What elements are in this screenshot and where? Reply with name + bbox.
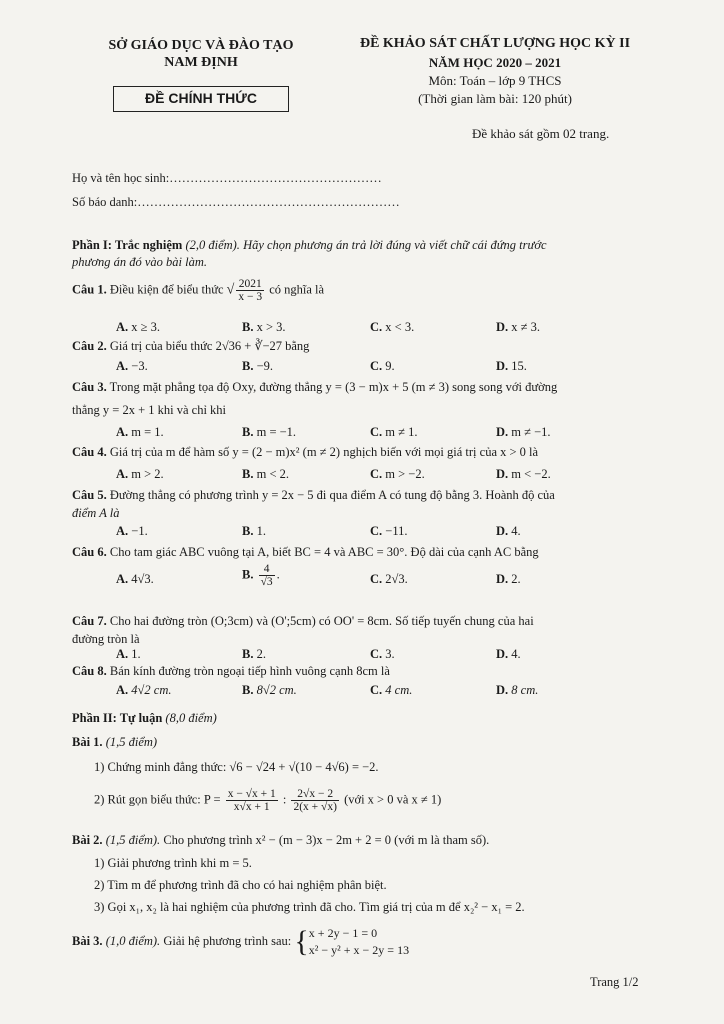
problem-1-item-1: [94, 760, 379, 775]
option-text: x < 3.: [385, 320, 415, 334]
option-text: x ≠ 3.: [511, 320, 541, 334]
question-text: Giá trị của m để hàm số y = (2 − m)x² (m ≠ 2) nghịch biến với mọi giá trị của x > 0 là: [109, 445, 539, 459]
question-label: Câu 1.: [72, 282, 107, 297]
part1-instruction-cont: phương án đó vào bài làm.: [72, 255, 208, 269]
option-text: −3.: [131, 359, 148, 373]
question-text-after: có nghĩa là: [269, 282, 325, 297]
option-letter: B.: [242, 320, 254, 334]
option-b: [242, 425, 296, 440]
part1-title: Phần I: Trắc nghiệm: [72, 238, 183, 252]
question-3: [72, 380, 557, 395]
condition: (với x > 0 và x ≠ 1): [344, 792, 442, 807]
problem-2-item-1: 1) Giải phương trình khi m = 5.: [94, 856, 252, 870]
option-text: 8√2 cm.: [256, 683, 297, 697]
question-label: Câu 5.: [72, 488, 107, 502]
question-text-after: bằng: [285, 339, 310, 353]
problem-2-item-3: 3) Gọi x₁, x₂ là hai nghiệm của phương trình đã cho. Tìm giá trị của m để x₂² − x₁ = 2.: [94, 900, 525, 914]
option-letter: B.: [242, 567, 254, 582]
option-letter: D.: [496, 683, 509, 697]
option-b: [242, 467, 289, 482]
fraction-numerator: 2021: [236, 278, 264, 291]
problem-3: [72, 925, 409, 959]
option-letter: B.: [242, 425, 254, 439]
option-text: −11.: [385, 524, 408, 538]
problem-label: Bài 1.: [72, 735, 103, 749]
option-a: [116, 425, 164, 440]
question-text: Cho hai đường tròn (O;3cm) và (O';5cm) có OO' = 8cm. Số tiếp tuyến chung của hai: [109, 614, 534, 628]
option-text: x ≥ 3.: [131, 320, 161, 334]
option-text: 1.: [256, 524, 266, 538]
option-text: 9.: [385, 359, 395, 373]
option-b: B. $\frac{4}{√3}$ .: [242, 563, 280, 588]
question-2: [72, 338, 309, 354]
option-c: [370, 572, 408, 587]
question-text: Đường thẳng có phương trình y = 2x − 5 đi qua điểm A có tung độ bằng 3. Hoành độ của: [109, 488, 555, 502]
question-4: [72, 445, 538, 460]
question-5: [72, 488, 555, 503]
option-letter: C.: [370, 524, 383, 538]
option-b: [242, 320, 286, 335]
option-text: m < 2.: [256, 467, 289, 481]
question-text: Cho tam giác ABC vuông tại A, biết BC = 4 và ABC = 30°. Độ dài của cạnh AC bằng: [109, 545, 539, 559]
question-8: [72, 664, 390, 679]
exam-title: ĐỀ KHẢO SÁT CHẤT LƯỢNG HỌC KỲ II: [359, 36, 631, 51]
question-1: [72, 278, 324, 303]
problem-points: (1,5 điểm).: [105, 833, 161, 847]
option-c: [370, 320, 414, 335]
option-c: [370, 683, 412, 698]
option-b: [242, 647, 266, 662]
option-d: [496, 572, 521, 587]
option-text: 4√3.: [131, 572, 154, 586]
option-letter: A.: [116, 524, 129, 538]
question-7-cont: đường tròn là: [72, 632, 140, 646]
fraction-denominator: x√x + 1: [233, 801, 270, 813]
option-text: m = −1.: [256, 425, 297, 439]
part1-instruction: Hãy chọn phương án trả lời đúng và viết chữ cái đứng trước: [243, 238, 547, 252]
fraction: [259, 563, 275, 588]
fraction-numerator: x − √x + 1: [227, 788, 276, 800]
option-letter: C.: [370, 683, 383, 697]
option-d: [496, 359, 527, 374]
option-letter: A.: [116, 683, 129, 697]
part2-heading: [72, 711, 217, 726]
option-letter: C.: [370, 572, 383, 586]
fraction-numerator: 4: [259, 563, 275, 576]
option-letter: C.: [370, 425, 383, 439]
question-6: [72, 545, 539, 560]
option-text: −1.: [131, 524, 148, 538]
equation-1: x + 2y − 1 = 0: [308, 926, 378, 940]
option-letter: B.: [242, 683, 254, 697]
question-text: Trong mặt phẳng tọa độ Oxy, đường thẳng y = (3 − m)x + 5 (m ≠ 3) song song với đường: [109, 380, 558, 394]
option-letter: B.: [242, 467, 254, 481]
option-d: [496, 683, 538, 698]
time-limit: (Thời gian làm bài: 120 phút): [418, 91, 572, 106]
student-name-field: Họ và tên học sinh:……………………………………………: [72, 171, 382, 185]
problem-2-heading: [72, 833, 489, 848]
option-letter: D.: [496, 320, 509, 334]
option-letter: A.: [116, 425, 129, 439]
option-a: [116, 467, 164, 482]
option-letter: C.: [370, 320, 383, 334]
option-text: m = 1.: [131, 425, 164, 439]
fraction: [291, 788, 338, 813]
option-text: m < −2.: [511, 467, 551, 481]
option-text: 15.: [511, 359, 527, 373]
option-letter: B.: [242, 359, 254, 373]
question-label: Câu 6.: [72, 545, 107, 559]
option-d: [496, 425, 551, 440]
problem-label: Bài 2.: [72, 833, 103, 847]
question-text: Điều kiện để biểu thức: [109, 282, 224, 297]
option-c: [370, 359, 395, 374]
option-letter: D.: [496, 647, 509, 661]
option-b: [242, 683, 297, 698]
option-d: [496, 647, 521, 662]
equation-2: x² − y² + x − 2y = 13: [308, 943, 410, 957]
option-letter: D.: [496, 359, 509, 373]
question-label: Câu 2.: [72, 339, 107, 353]
fraction-denominator: x − 3: [238, 291, 263, 303]
problem-text: Giải hệ phương trình sau:: [163, 933, 292, 948]
option-letter: D.: [496, 467, 509, 481]
option-letter: A.: [116, 572, 129, 586]
fraction-denominator: √3: [260, 576, 273, 588]
system-brace: {: [294, 925, 309, 958]
part1-heading: [72, 238, 547, 253]
fraction-numerator: 2√x − 2: [291, 788, 338, 801]
option-text: 1.: [131, 647, 141, 661]
option-text: m > 2.: [131, 467, 164, 481]
option-text: 4.: [511, 647, 521, 661]
question-label: Câu 8.: [72, 664, 107, 678]
option-letter: B.: [242, 524, 254, 538]
math-expression: √6 − √24 + √(10 − 4√6) = −2.: [229, 760, 379, 774]
question-label: Câu 7.: [72, 614, 107, 628]
option-text: 4√2 cm.: [131, 683, 172, 697]
problem-points: (1,5 điểm): [105, 735, 158, 749]
fraction: [226, 788, 278, 813]
option-letter: D.: [496, 425, 509, 439]
option-text: 8 cm.: [511, 683, 539, 697]
option-c: [370, 425, 418, 440]
problem-2-item-2: 2) Tìm m để phương trình đã cho có hai nghiệm phân biệt.: [94, 878, 387, 892]
option-text: m ≠ 1.: [385, 425, 418, 439]
option-text: 2.: [511, 572, 521, 586]
option-d: [496, 467, 551, 482]
problem-points: (1,0 điểm).: [105, 933, 161, 948]
option-b: [242, 524, 266, 539]
page-number: Trang 1/2: [590, 975, 639, 989]
part2-title: Phần II: Tự luận: [72, 711, 163, 725]
option-letter: D.: [496, 524, 509, 538]
question-3-cont: thẳng y = 2x + 1 khi và chỉ khi: [72, 403, 227, 417]
math-expression: 2√36 + ∛−27: [215, 339, 282, 353]
option-text: 3.: [385, 647, 395, 661]
problem-1-item-2: [94, 788, 441, 813]
part1-points: (2,0 điểm).: [185, 238, 240, 252]
option-a: [116, 320, 160, 335]
option-letter: D.: [496, 572, 509, 586]
option-letter: A.: [116, 320, 129, 334]
option-text: 4.: [511, 524, 521, 538]
sqrt-symbol: √: [226, 282, 235, 298]
option-a: [116, 647, 141, 662]
item-label: 1) Chứng minh đẳng thức:: [94, 760, 227, 774]
option-d: [496, 524, 521, 539]
option-c: [370, 647, 395, 662]
question-text: Bán kính đường tròn ngoại tiếp hình vuông cạnh 8cm là: [109, 664, 390, 678]
department-name: SỞ GIÁO DỤC VÀ ĐÀO TẠO: [108, 38, 294, 53]
student-id-field: Số báo danh:………………………………………………………: [72, 195, 400, 209]
item-label: 2) Rút gọn biểu thức: P =: [94, 792, 221, 807]
problem-label: Bài 3.: [72, 933, 103, 948]
equation-system: [309, 925, 409, 959]
option-text: x > 3.: [256, 320, 286, 334]
operator: :: [282, 792, 287, 807]
question-label: Câu 3.: [72, 380, 107, 394]
option-letter: C.: [370, 359, 383, 373]
pages-note: Đề khảo sát gồm 02 trang.: [472, 126, 610, 141]
option-text: 2.: [256, 647, 266, 661]
option-d: [496, 320, 540, 335]
option-letter: B.: [242, 647, 254, 661]
option-letter: A.: [116, 647, 129, 661]
option-letter: A.: [116, 467, 129, 481]
problem-1-heading: [72, 735, 157, 750]
school-year: NĂM HỌC 2020 – 2021: [428, 55, 562, 70]
option-text: 2√3.: [385, 572, 408, 586]
option-a: [116, 524, 148, 539]
province-name: NAM ĐỊNH: [164, 55, 238, 70]
question-7: [72, 614, 534, 629]
option-letter: A.: [116, 359, 129, 373]
option-c: [370, 524, 408, 539]
official-exam-stamp: ĐỀ CHÍNH THỨC: [113, 86, 289, 112]
part2-points: (8,0 điểm): [165, 711, 217, 725]
option-c: [370, 467, 425, 482]
option-a: [116, 359, 148, 374]
option-text: m > −2.: [385, 467, 425, 481]
subject-line: Môn: Toán – lớp 9 THCS: [428, 73, 562, 88]
option-text: m ≠ −1.: [511, 425, 551, 439]
question-5-cont: điểm A là: [72, 506, 120, 520]
option-a: [116, 683, 171, 698]
option-a: [116, 572, 154, 587]
fraction-denominator: 2(x + √x): [293, 801, 337, 813]
option-b: [242, 359, 273, 374]
option-letter: C.: [370, 647, 383, 661]
fraction: [236, 278, 264, 303]
question-label: Câu 4.: [72, 445, 107, 459]
option-letter: C.: [370, 467, 383, 481]
option-text: 4 cm.: [385, 683, 413, 697]
problem-text: Cho phương trình x² − (m − 3)x − 2m + 2 = 0 (với m là tham số).: [163, 833, 490, 847]
question-text: Giá trị của biểu thức: [109, 339, 213, 353]
option-text: −9.: [256, 359, 274, 373]
